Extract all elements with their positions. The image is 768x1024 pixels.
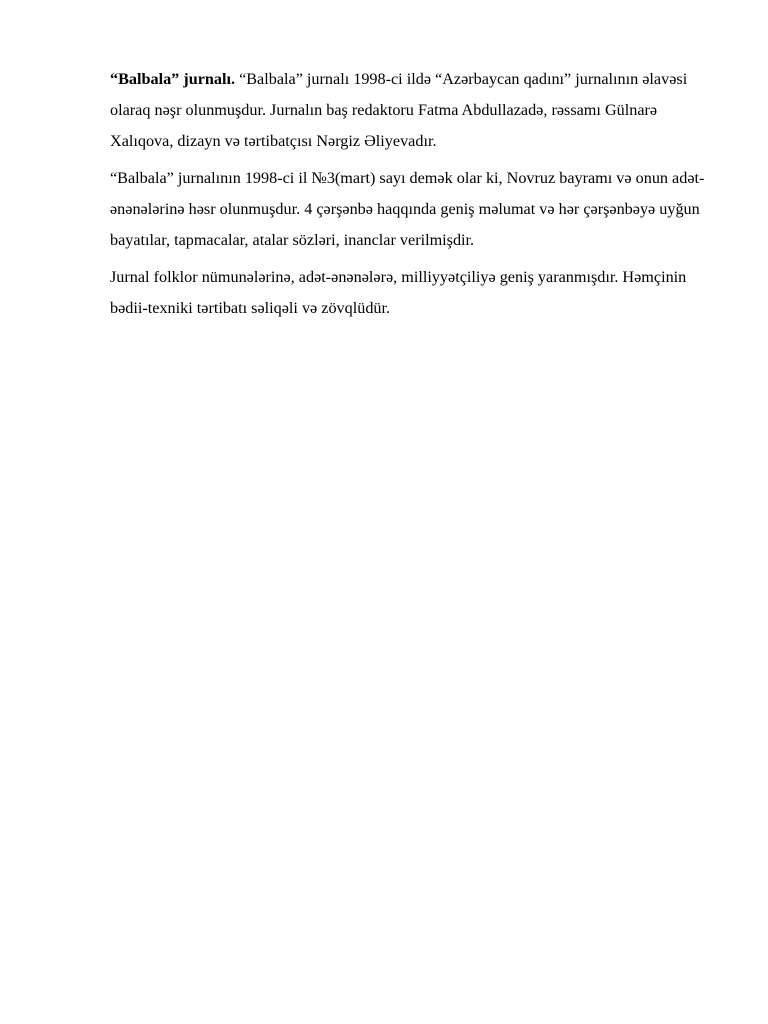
paragraph-2 [110, 163, 722, 256]
paragraph-3 [110, 262, 722, 324]
paragraph-2-text: “Balbala” jurnalının 1998-ci il №3(mart) sayı demək olar ki, Novruz bayramı və onun adət-ənənələrinə həsr olunmuşdur. 4 çərşənbə haqqında geniş məlumat və hər çərşənbəyə uyğun bayatılar, tapmacalar, atalar sözləri, inanclar verilmişdir. [110, 169, 705, 249]
paragraph-3-text: Jurnal folklor nümunələrinə, adət-ənənələrə, milliyyətçiliyə geniş yaranmışdır. Həmçinin bədii-texniki tərtibatı səliqəli və zövqlüdür. [110, 268, 687, 317]
paragraph-1-text: “Balbala” jurnalı 1998-ci ildə “Azərbaycan qadını” jurnalının əlavəsi olaraq nəşr olunmuşdur. Jurnalın baş redaktoru Fatma Abdullazadə, rəssamı Gülnarə Xalıqova, dizayn və tərtibatçısı Nərgiz Əliyevadır. [110, 70, 688, 150]
paragraph-1-lead: “Balbala” jurnalı. [110, 70, 236, 88]
document-body [110, 64, 722, 330]
paragraph-1 [110, 64, 722, 157]
